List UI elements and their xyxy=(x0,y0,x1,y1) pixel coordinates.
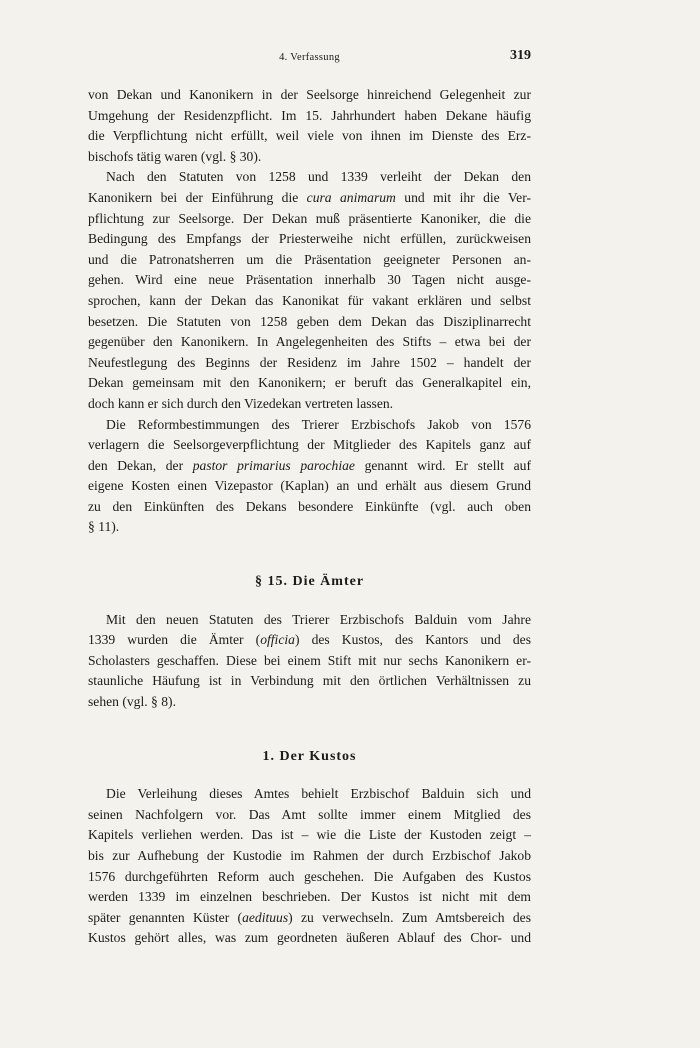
page-header xyxy=(88,48,531,68)
text-line: werden 1339 im einzelnen beschrieben. Der Kustos ist nicht mit dem xyxy=(88,889,531,905)
italic-term: officia xyxy=(260,632,295,648)
text-line: besetzen. Die Statuten von 1258 geben dem Dekan das Disziplinarrecht xyxy=(88,313,531,329)
running-head: 4. Verfassung xyxy=(279,52,340,63)
text-line: sprochen, kann der Dekan das Kanonikat für vakant erklären und selbst xyxy=(88,292,531,308)
text-line: Die Verleihung dieses Amtes behielt Erzbischof Balduin sich und xyxy=(106,786,531,802)
text-line: Neufestlegung des Beginns der Residenz im Jahre 1502 – handelt der xyxy=(88,354,531,370)
text-line: später genannten Küster (aedituus) zu verwechseln. Zum Amtsbereich des xyxy=(88,909,531,925)
text-line: pflichtung zur Seelsorge. Der Dekan muß präsentierte Kanoniker, die die xyxy=(88,210,531,226)
text-line: Scholasters geschaffen. Diese bei einem Stift mit nur sechs Kanonikern er- xyxy=(88,652,531,668)
text-line: Kapitels verliehen werden. Das ist – wie die Liste der Kustoden zeigt – xyxy=(88,827,531,843)
text-line: Die Reformbestimmungen des Trierer Erzbischofs Jakob von 1576 xyxy=(106,416,531,432)
paragraph xyxy=(88,85,531,167)
text-line: Mit den neuen Statuten des Trierer Erzbischofs Balduin vom Jahre xyxy=(106,611,531,627)
paragraph xyxy=(88,167,531,414)
subsection-heading: 1. Der Kustos xyxy=(262,748,357,764)
page-body xyxy=(88,85,531,949)
text-line: und die Patronatsherren um die Präsentation geeigneter Personen an- xyxy=(88,251,531,267)
text-line: sehen (vgl. § 8). xyxy=(88,694,176,710)
text-line: Umgehung der Residenzpflicht. Im 15. Jahrhundert haben Dekane häufig xyxy=(88,107,531,123)
page-number: 319 xyxy=(510,48,531,63)
text-line: 1339 wurden die Ämter (officia) des Kustos, des Kantors und des xyxy=(88,632,531,648)
paragraph xyxy=(88,415,531,539)
text-line: gegenüber den Kanonikern. In Angelegenheiten des Stifts – etwa bei der xyxy=(88,334,531,350)
text-line: Nach den Statuten von 1258 und 1339 verleiht der Dekan den xyxy=(106,169,531,185)
text-line: Dekan gemeinsam mit den Kanonikern; er beruft das Generalkapitel ein, xyxy=(88,375,531,391)
text-line: von Dekan und Kanonikern in der Seelsorge hinreichend Gelegenheit zur xyxy=(88,87,531,102)
paragraph xyxy=(88,784,531,949)
text-line: Kanonikern bei der Einführung die cura animarum und mit ihr die Ver- xyxy=(88,189,531,205)
text-line: seinen Nachfolgern vor. Das Amt sollte immer einem Mitglied des xyxy=(88,806,531,822)
text-line: die Verpflichtung nicht erfüllt, weil viele von ihnen im Dienste des Erz- xyxy=(88,128,531,144)
text-line: eigene Kosten einen Vizepastor (Kaplan) an und erhält aus diesem Grund xyxy=(88,478,531,494)
text-line: 1576 durchgeführten Reform auch geschehen. Die Aufgaben des Kustos xyxy=(88,868,531,884)
text-line: staunliche Häufung ist in Verbindung mit den örtlichen Verhältnissen zu xyxy=(88,673,531,689)
text-line: verlagern die Seelsorgeverpflichtung der Mitglieder des Kapitels ganz auf xyxy=(88,437,531,453)
text-line: doch kann er sich durch den Vizedekan vertreten lassen. xyxy=(88,395,394,411)
paragraph xyxy=(88,610,531,713)
text-line: zu den Einkünften des Dekans besondere Einkünfte (vgl. auch oben xyxy=(88,498,531,514)
text-line: § 11). xyxy=(88,519,120,535)
text-line: den Dekan, der pastor primarius parochiae genannt wird. Er stellt auf xyxy=(88,457,531,473)
text-line: Kustos gehört alles, was zum geordneten äußeren Ablauf des Chor- und xyxy=(88,930,531,946)
italic-term: pastor primarius parochiae xyxy=(192,457,355,473)
text-line: bischofs tätig waren (vgl. § 30). xyxy=(88,148,262,164)
text-line: Bedingung des Empfangs der Priesterweihe nicht erfüllen, zurückweisen xyxy=(88,231,531,247)
italic-term: aedituus xyxy=(242,909,289,925)
text-line: bis zur Aufhebung der Kustodie im Rahmen der durch Erzbischof Jakob xyxy=(88,848,531,863)
text-line: gehen. Wird eine neue Präsentation innerhalb 30 Tagen nicht ausge- xyxy=(88,272,531,288)
italic-term: cura animarum xyxy=(306,189,396,205)
section-heading: § 15. Die Ämter xyxy=(254,574,365,590)
